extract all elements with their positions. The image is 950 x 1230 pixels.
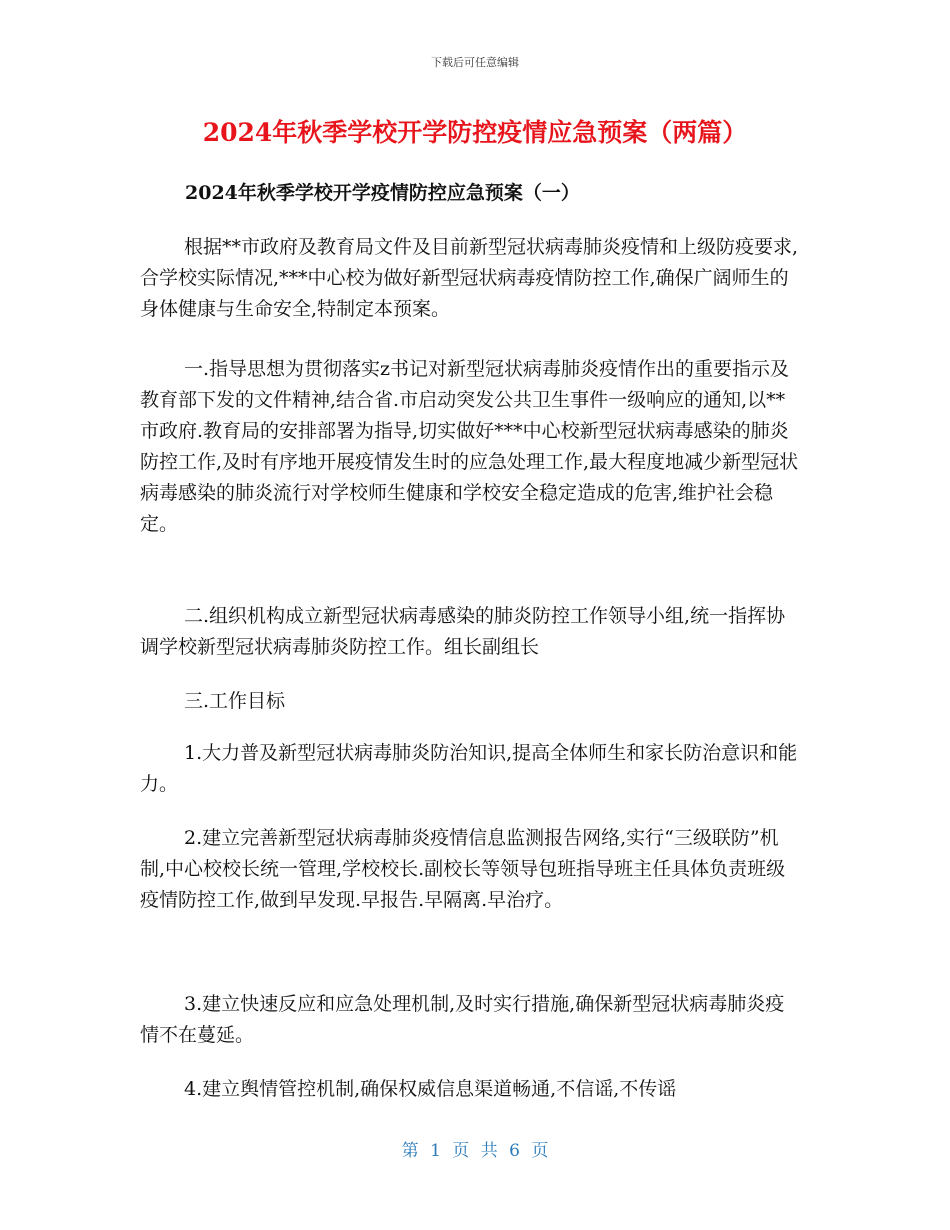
document-title: 2024年秋季学校开学防控疫情应急预案（两篇）	[202, 118, 748, 147]
paragraph-organization	[140, 601, 800, 663]
paragraph-text: 1.大力普及新型冠状病毒肺炎防治知识,提高全体师生和家长防治意识和能力。	[140, 742, 798, 795]
paragraph-text: 三.工作目标	[184, 690, 286, 712]
paragraph-text: 一.指导思想为贯彻落实z书记对新型冠状病毒肺炎疫情作出的重要指示及教育部下发的文件精神,结合省.市启动突发公共卫生事件一级响应的通知,以**市政府.教育局的安排部署为指导,切实做好***中心校新型冠状病毒感染的肺炎防控工作,及时有序地开展疫情发生时的应急处理工作,最大程度地减少新型冠状病毒感染的肺炎流行对学校师生健康和学校安全稳定造成的危害,维护社会稳定。	[140, 358, 799, 535]
paragraph-guiding-ideology	[140, 354, 800, 540]
paragraph-text: 3.建立快速反应和应急处理机制,及时实行措施,确保新型冠状病毒肺炎疫情不在蔓延。	[140, 993, 785, 1046]
paragraph-text: 二.组织机构成立新型冠状病毒感染的肺炎防控工作领导小组,统一指挥协调学校新型冠状病毒肺炎防控工作。组长副组长	[140, 605, 786, 658]
paragraph-text: 4.建立舆情管控机制,确保权威信息渠道畅通,不信谣,不传谣	[184, 1078, 677, 1100]
paragraph-goal-3	[140, 989, 800, 1051]
paragraph-intro	[140, 232, 800, 325]
page-indicator: 第 1 页 共 6 页	[401, 1141, 549, 1161]
paragraph-goal-4	[140, 1074, 800, 1105]
paragraph-work-goals-heading	[140, 686, 800, 717]
section-title: 2024年秋季学校开学疫情防控应急预案（一）	[185, 182, 580, 204]
paragraph-goal-1	[140, 738, 800, 800]
header-note: 下载后可任意编辑	[431, 56, 519, 69]
paragraph-text: 根据**市政府及教育局文件及目前新型冠状病毒肺炎疫情和上级防疫要求,合学校实际情况,***中心校为做好新型冠状病毒疫情防控工作,确保广阔师生的身体健康与生命安全,特制定本预案。	[140, 236, 799, 320]
paragraph-text: 2.建立完善新型冠状病毒肺炎疫情信息监测报告网络,实行“三级联防”机制,中心校校长统一管理,学校校长.副校长等领导包班指导班主任具体负责班级疫情防控工作,做到早发现.早报告.早隔离.早治疗。	[140, 827, 786, 911]
paragraph-goal-2	[140, 823, 800, 916]
